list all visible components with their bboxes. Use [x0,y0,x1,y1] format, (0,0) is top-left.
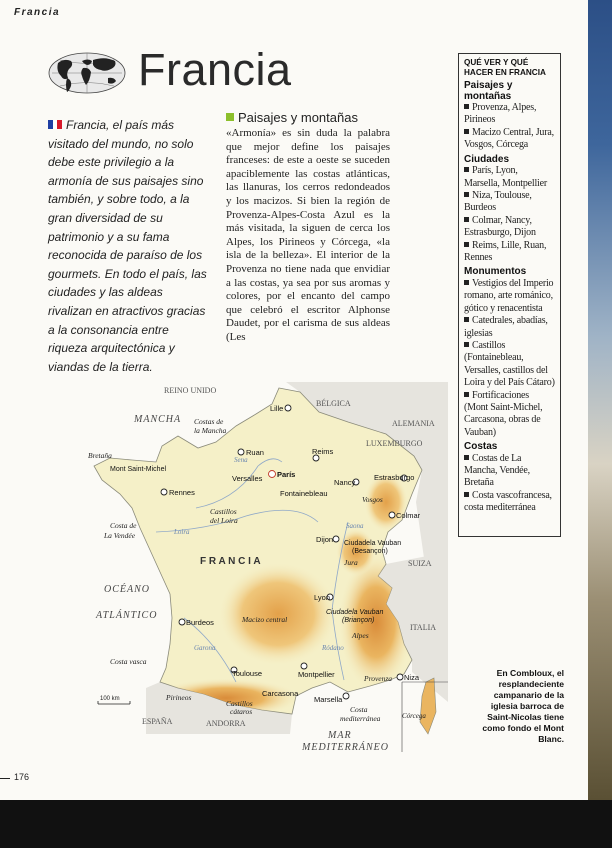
sidebar-item [464,278,555,315]
label-dijon: Dijon [316,535,334,544]
label-scale: 100 km [100,696,120,702]
city-marker [397,674,403,680]
intro-text: Francia, el país más visitado del mundo, no solo debe este privilegio a la armonía de sus paisajes sino también, y sobre todo, a la gran diversidad de su patrimonio y a su fama reconocida de paraíso de los gourmets. En todo el país, las ciudades y las aldeas rivalizan en atractivos gracias a la consonancia entre riqueza arquitectónica y viandas de la tierra. [48,118,207,374]
label-besancon: (Besançon) [352,548,388,555]
page-title: Francia [138,44,292,95]
label-burdeos: Burdeos [186,618,214,627]
section-heading-text: Paisajes y montañas [238,110,358,125]
sidebar-group [464,155,555,265]
france-map [86,382,448,754]
bullet-icon [464,492,469,497]
label-andorra: ANDORRA [206,719,246,728]
label-mediterraneo: MEDITERRÁNEO [302,742,389,753]
label-river-garona: Garona [194,644,216,652]
label-carcasona: Carcasona [262,689,299,698]
section-body-text: «Armonía» es sin duda la palabra que mejor define los paisajes franceses: de este a oeste se suceden apaciblemente las costas atlánticas, las llanuras, los cerros redondeados y los macizos. Si bien la región de Provenza-Alpes-Costa Azul es la más visitada, la siguen de cerca los Alpes, los Pirineos y Córcega, «la isla de la belleza». El interior de la Provenza no tiene nada que envidiar a las costas, ya sea por sus aromas y colores, por el encanto del campo que celebró el escritor Alphonse Daudet, por el carisma de sus aldeas (Les [226,127,390,343]
label-fontainebleau: Fontainebleau [280,489,328,498]
label-marsella: Marsella [314,695,343,704]
label-luxemburgo: LUXEMBURGO [366,439,423,448]
page-number-rule [0,778,10,779]
bullet-icon [464,104,469,109]
label-lille: Lille [270,404,284,413]
sidebar-group [464,81,555,152]
label-provenza: Provenza [364,674,393,683]
sidebar-group-heading: Ciudades [464,153,510,165]
sidebar-item [464,490,555,515]
bullet-icon [464,392,469,397]
label-ruan: Ruan [246,448,264,457]
label-espana: ESPAÑA [142,717,173,726]
label-belgica: BÉLGICA [316,399,351,408]
world-map-icon [48,52,126,94]
sidebar-item-text: Vestigios del Imperio romano, arte románico, gótico y renacentista [464,277,554,314]
label-toulouse: Toulouse [232,669,263,678]
label-paris: París [277,470,296,479]
sidebar-item [464,390,555,440]
label-vosgos: Vosgos [362,495,383,504]
label-ciudadela-besancon: Ciudadela Vauban [344,540,402,547]
city-marker [301,663,307,669]
sidebar-group-heading: Paisajes y montañas [464,80,513,102]
sidebar-item [464,453,555,490]
label-mar: MAR [328,730,352,741]
city-marker [179,619,185,625]
label-costa-med-2: mediterránea [340,714,381,723]
page-number: 176 [14,772,30,782]
bullet-icon [464,167,469,172]
label-bretana: Bretaña [88,451,112,460]
label-francia: F R A N C I A [200,556,261,567]
label-niza: Niza [404,673,420,682]
sidebar-item-text: Reims, Lille, Ruan, Rennes [464,239,547,263]
label-castillos-cataros-1: Castillos [226,699,253,708]
label-lyon: Lyon [314,593,330,602]
bullet-icon [464,192,469,197]
sidebar-group [464,442,555,515]
section-heading [226,110,390,125]
sidebar-item-text: Colmar, Nancy, Estrasburgo, Dijon [464,214,536,239]
bullet-icon [464,129,469,134]
sidebar-item-text: Provenza, Alpes, Pirineos [464,102,537,126]
label-alpes: Alpes [352,631,369,640]
sidebar-group-heading: Costas [464,441,498,453]
label-colmar: Colmar [396,511,421,520]
sidebar-item-text: Fortificaciones (Mont Saint-Michel, Carcasona, obras de Vauban) [464,389,543,438]
sidebar-item-text: Catedrales, abadías, iglesias [464,315,548,339]
label-castillos-cataros-2: cátaros [230,707,253,716]
sidebar-group [464,267,555,439]
sidebar-item-text: Costa vascofrancesa, costa mediterránea [464,489,552,514]
sidebar-item [464,240,555,265]
sidebar-item-text: Costas de La Mancha, Vendée, Bretaña [464,452,530,489]
label-briancon: (Briançon) [342,617,375,624]
sidebar-item-text: París, Lyon, Marsella, Montpellier [464,165,547,189]
bullet-icon [464,342,469,347]
photo-strip [588,0,612,800]
scan-background [0,800,612,848]
label-estrasburgo: Estrasburgo [374,473,415,482]
sidebar-item-text: Macizo Central, Jura, Vosgos, Córcega [464,126,554,151]
sidebar-item [464,340,555,390]
label-nancy: Nancy [334,478,356,487]
label-castillos-loira-1: Castillos [210,507,237,516]
label-suiza: SUIZA [408,559,432,568]
french-flag-icon [48,116,62,125]
bullet-icon [464,280,469,285]
label-costa-vendee-2: La Vendée [104,531,136,540]
bullet-icon [464,317,469,322]
label-river-rodano: Ródano [322,644,344,652]
sidebar-title: QUÉ VER Y QUÉ HACER EN FRANCIA [464,58,546,77]
sidebar-item [464,102,555,127]
label-costas-mancha-1: Costas de [194,417,224,426]
label-corcega: Córcega [402,712,426,720]
sidebar-item [464,190,555,215]
city-marker [161,489,167,495]
label-pirineos: Pirineos [166,693,192,702]
green-square-icon [226,113,234,121]
label-reino-unido: REINO UNIDO [164,386,217,395]
label-mancha: MANCHA [134,414,182,425]
city-marker [389,512,395,518]
label-river-saona: Saona [346,522,364,530]
intro-paragraph [48,116,208,376]
city-marker [269,471,276,478]
label-alemania: ALEMANIA [392,419,435,428]
label-costa-vendee-1: Costa de [110,521,137,530]
label-castillos-loira-2: del Loira [210,516,238,525]
sidebar-item-text: Castillos (Fontainebleau, Versalles, castillos del Loira y del País Cátaro) [464,339,555,389]
label-montpellier: Montpellier [298,670,335,679]
label-jura: Jura [344,558,358,567]
bullet-icon [464,455,469,460]
photo-caption: En Combloux, el resplandeciente campanario de la iglesia barroca de Saint-Nicolas tiene como fondo el Mont Blanc. [482,668,564,744]
sidebar-item [464,215,555,240]
sidebar-group-heading: Monumentos [464,266,527,278]
label-atlantico: ATLÁNTICO [96,610,158,621]
label-macizo-central: Macizo central [242,615,288,624]
city-marker [343,693,349,699]
label-mont-saint-michel: Mont Saint-Michel [110,466,167,473]
label-oceano: OCÉANO [104,584,150,595]
running-head: Francia [14,7,61,18]
city-marker [238,449,244,455]
label-costas-mancha-2: la Mancha [194,426,227,435]
label-ciudadela-briancon: Ciudadela Vauban [326,609,384,616]
label-costa-vasca: Costa vasca [110,657,147,666]
label-reims: Reims [312,447,334,456]
bullet-icon [464,217,469,222]
bullet-icon [464,242,469,247]
label-italia: ITALIA [410,623,437,632]
label-rennes: Rennes [169,488,195,497]
label-river-loira: Loira [174,528,190,536]
city-marker [333,536,339,542]
label-costa-med-1: Costa [350,705,368,714]
label-river-sena: Sena [234,456,248,464]
sidebar-item [464,165,555,190]
sidebar-item [464,127,555,152]
sidebar-item-text: Niza, Toulouse, Burdeos [464,189,532,214]
sidebar-box [458,53,561,537]
sidebar-item [464,315,555,340]
body-column [226,110,390,345]
city-marker [285,405,291,411]
label-versalles: Versalles [232,474,263,483]
